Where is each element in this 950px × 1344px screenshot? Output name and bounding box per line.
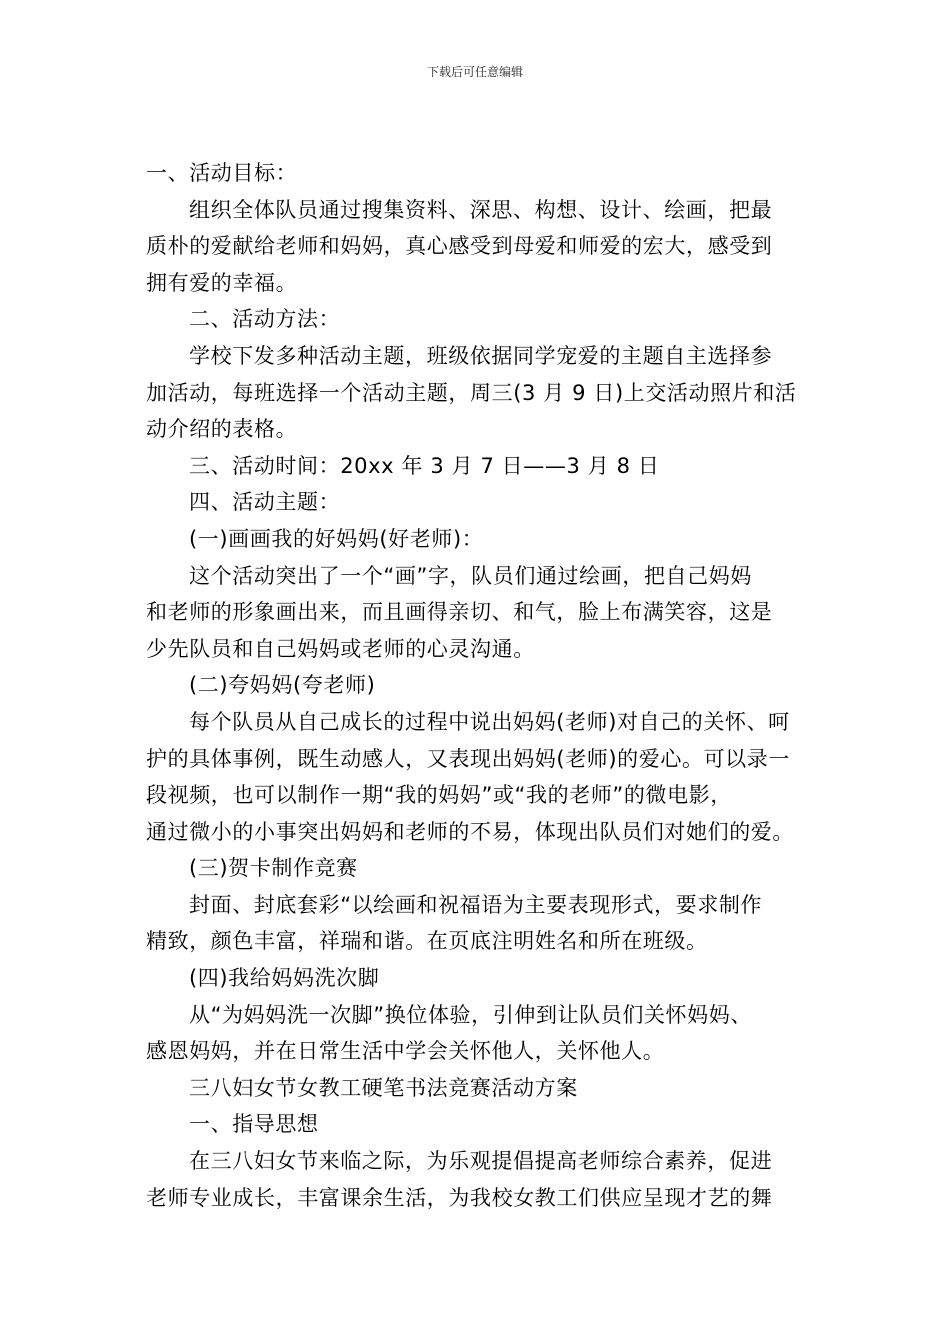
paragraph-line: (四)我给妈妈洗次脚	[189, 966, 380, 991]
paragraph-line: (三)贺卡制作竞赛	[189, 856, 358, 881]
paragraph-line: 老师专业成长，丰富课余生活，为我校女教工们供应呈现才艺的舞	[146, 1185, 773, 1210]
paragraph-line: 三八妇女节女教工硬笔书法竞赛活动方案	[189, 1075, 578, 1100]
paragraph-line: 二、活动方法：	[189, 307, 341, 332]
paragraph-line: 质朴的爱献给老师和妈妈，真心感受到母爱和师爱的宏大，感受到	[146, 234, 773, 259]
paragraph-line: 段视频，也可以制作一期“我的妈妈”或“我的老师”的微电影，	[146, 783, 732, 808]
paragraph-line: 一、活动目标：	[146, 161, 298, 185]
paragraph-line: 一、指导思想	[189, 1112, 319, 1137]
paragraph-line: 三、活动时间：20xx 年 3 月 7 日——3 月 8 日	[189, 453, 660, 478]
paragraph-line: 学校下发多种活动主题，班级依据同学宠爱的主题自主选择参	[189, 343, 773, 368]
paragraph-line: 组织全体队员通过搜集资料、深思、构想、设计、绘画，把最	[189, 197, 773, 222]
paragraph-line: 从“为妈妈洗一次脚”换位体验，引伸到让队员们关怀妈妈、	[189, 1002, 752, 1027]
paragraph-line: 护的具体事例，既生动感人，又表现出妈妈(老师)的爱心。可以录一	[146, 746, 790, 771]
paragraph-line: (二)夸妈妈(夸老师)	[189, 673, 376, 698]
paragraph-line: 和老师的形象画出来，而且画得亲切、和气，脸上布满笑容，这是	[146, 600, 773, 625]
paragraph-line: 精致，颜色丰富，祥瑞和谐。在页底注明姓名和所在班级。	[146, 929, 708, 954]
paragraph-line: 四、活动主题：	[189, 490, 341, 515]
paragraph-line: 动介绍的表格。	[146, 417, 298, 442]
paragraph-line: 少先队员和自己妈妈或老师的心灵沟通。	[146, 636, 535, 661]
paragraph-line: 通过微小的小事突出妈妈和老师的不易，体现出队员们对她们的爱。	[146, 819, 794, 844]
paragraph-line: 在三八妇女节来临之际，为乐观提倡提高老师综合素养，促进	[189, 1149, 773, 1174]
page-header: 下载后可任意编辑	[426, 65, 523, 79]
paragraph-line: 加活动，每班选择一个活动主题，周三(3 月 9 日)上交活动照片和活	[146, 380, 797, 405]
paragraph-line: 感恩妈妈，并在日常生活中学会关怀他人，关怀他人。	[146, 1039, 665, 1064]
paragraph-line: 每个队员从自己成长的过程中说出妈妈(老师)对自己的关怀、呵	[189, 709, 790, 734]
paragraph-line: (一)画画我的好妈妈(好老师)：	[189, 526, 484, 551]
paragraph-line: 封面、封底套彩“以绘画和祝福语为主要表现形式，要求制作	[189, 892, 763, 917]
paragraph-line: 拥有爱的幸福。	[146, 270, 298, 295]
document-body	[146, 155, 806, 1216]
paragraph-line: 这个活动突出了一个“画”字，队员们通过绘画，把自己妈妈	[189, 563, 752, 588]
